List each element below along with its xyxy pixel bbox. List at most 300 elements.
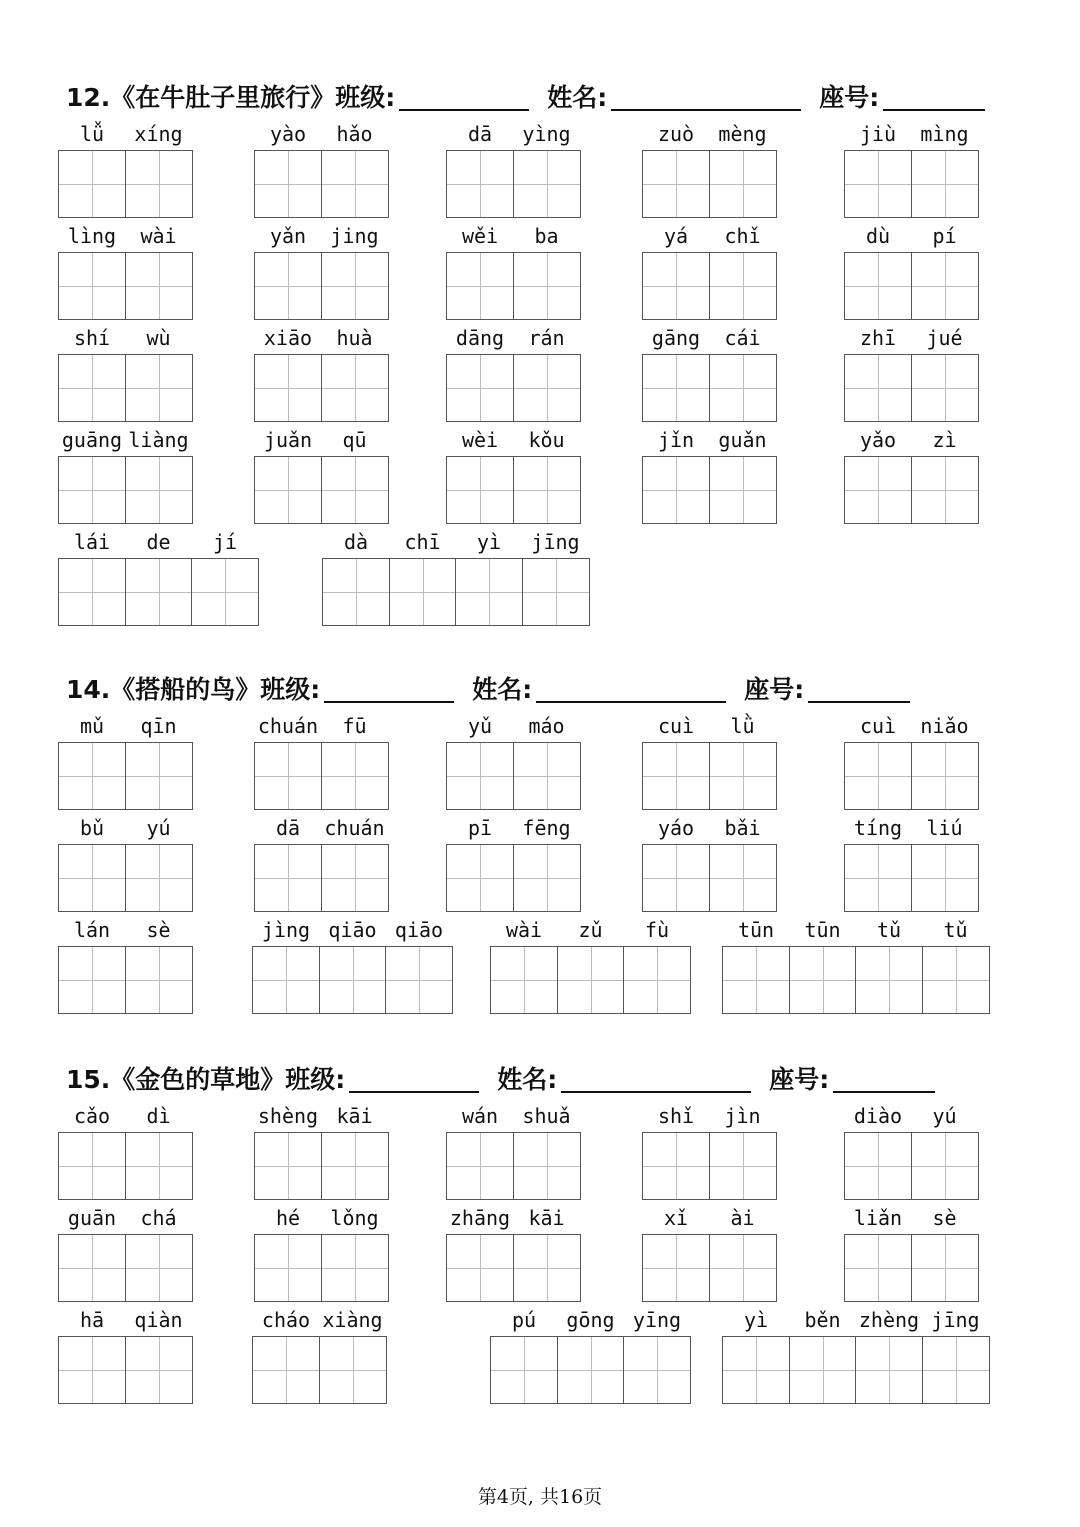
writing-grid [642,844,775,912]
seat-blank[interactable] [883,85,985,111]
tianzige-box[interactable] [513,1234,581,1302]
vocab-word [490,1308,692,1410]
tianzige-box[interactable] [513,456,581,524]
tianzige-box[interactable] [709,1132,777,1200]
lesson-title: 14.《搭船的鸟》 [66,675,261,704]
pinyin-line [490,1308,692,1334]
pinyin-line [642,428,777,454]
pinyin-syllable: tǔ [943,918,968,942]
writing-grid [254,1234,387,1302]
vocab-word [254,122,389,224]
word-row [58,1206,1018,1308]
pinyin-line [322,530,590,556]
vocab-word [642,122,777,224]
pinyin-syllable: kāi [528,1206,565,1230]
vocab-word [252,1308,387,1410]
tianzige-box[interactable] [191,558,259,626]
pinyin-syllable: kāi [336,1104,373,1128]
pinyin-syllable: chī [404,530,441,554]
tianzige-box[interactable] [125,1234,193,1302]
tianzige-box[interactable] [58,1132,126,1200]
pinyin-syllable: dù [865,224,891,248]
pinyin-syllable: guān [67,1206,117,1230]
tianzige-box[interactable] [722,1336,790,1404]
pinyin-syllable: cuì [657,714,695,738]
pinyin-syllable: hǎo [336,122,373,146]
pinyin-syllable: yǎo [859,428,897,452]
pinyin-line [642,1206,777,1232]
tianzige-box[interactable] [321,742,389,810]
tianzige-box[interactable] [58,456,126,524]
vocab-word [446,714,581,816]
tianzige-box[interactable] [844,1234,912,1302]
vocab-word [58,714,193,816]
writing-grid [58,742,191,810]
tianzige-box[interactable] [125,844,193,912]
pinyin-syllable: yáo [657,816,695,840]
tianzige-box[interactable] [125,1336,193,1404]
pinyin-syllable: yǔ [467,714,493,738]
vocab-word [254,428,389,530]
tianzige-box[interactable] [513,742,581,810]
tianzige-box[interactable] [125,456,193,524]
tianzige-box[interactable] [58,150,126,218]
tianzige-box[interactable] [125,558,193,626]
writing-grid [844,742,977,810]
tianzige-box[interactable] [911,354,979,422]
class-blank[interactable] [399,85,529,111]
pinyin-syllable: qiāo [328,918,377,942]
tianzige-box[interactable] [642,742,710,810]
pinyin-syllable: wù [146,326,171,350]
tianzige-box[interactable] [844,844,912,912]
section-header [66,80,1016,114]
tianzige-box[interactable] [709,456,777,524]
pinyin-syllable: pī [467,816,493,840]
tianzige-box[interactable] [321,1234,389,1302]
writing-grid [254,844,387,912]
pinyin-syllable: guāng [61,428,123,452]
vocab-word [58,1206,193,1308]
vocab-word [58,326,193,428]
pinyin-syllable: yǎn [269,224,307,248]
writing-grid [446,742,579,810]
tianzige-box[interactable] [642,354,710,422]
tianzige-box[interactable] [911,150,979,218]
tianzige-box[interactable] [513,844,581,912]
tianzige-box[interactable] [252,946,320,1014]
tianzige-box[interactable] [321,354,389,422]
tianzige-box[interactable] [642,252,710,320]
pinyin-syllable: hé [275,1206,301,1230]
pinyin-syllable: lán [73,918,111,942]
tianzige-box[interactable] [58,844,126,912]
pinyin-syllable: xiāo [263,326,313,350]
pinyin-syllable: zhèng [858,1308,920,1332]
pinyin-syllable: jing [330,224,379,248]
pinyin-line [446,1206,581,1232]
pinyin-line [722,918,990,944]
vocab-word [58,918,193,1020]
tianzige-box[interactable] [911,1234,979,1302]
pinyin-line [58,530,260,556]
pinyin-line [722,1308,990,1334]
writing-grid [642,252,775,320]
vocab-word [642,326,777,428]
seat-blank[interactable] [833,1067,935,1093]
pinyin-syllable: bǎi [724,816,761,840]
tianzige-box[interactable] [125,354,193,422]
pinyin-syllable: wài [140,224,177,248]
seat-label: 座号: [819,83,880,112]
tianzige-box[interactable] [254,456,322,524]
writing-grid [254,742,387,810]
tianzige-box[interactable] [58,252,126,320]
writing-grid [254,354,387,422]
pinyin-syllable: yú [932,1104,957,1128]
vocab-word [254,326,389,428]
vocab-word [446,816,581,918]
pinyin-syllable: sè [146,918,171,942]
word-row [58,530,1018,632]
tianzige-box[interactable] [455,558,523,626]
class-label: 班级: [335,83,396,112]
pinyin-line [254,1104,389,1130]
pinyin-syllable: fù [644,918,670,942]
seat-label: 座号: [769,1065,830,1094]
pinyin-syllable: jìng [261,918,311,942]
class-label: 班级: [285,1065,346,1094]
tianzige-box[interactable] [844,742,912,810]
pinyin-syllable: cái [724,326,761,350]
tianzige-box[interactable] [58,354,126,422]
name-label: 姓名: [547,83,608,112]
tianzige-box[interactable] [321,456,389,524]
pinyin-line [844,122,979,148]
word-row [58,714,1018,816]
tianzige-box[interactable] [58,558,126,626]
vocab-word [446,224,581,326]
pinyin-syllable: zhāng [449,1206,511,1230]
pinyin-syllable: lǒng [330,1206,379,1230]
tianzige-box[interactable] [709,742,777,810]
tianzige-box[interactable] [709,252,777,320]
vocab-word [844,224,979,326]
pinyin-syllable: jīng [931,1308,980,1332]
tianzige-box[interactable] [446,456,514,524]
vocab-word [446,122,581,224]
vocab-word [844,816,979,918]
pinyin-syllable: qīn [140,714,177,738]
writing-grid [642,1234,775,1302]
vocab-word [254,816,389,918]
pinyin-syllable: pú [511,1308,537,1332]
tianzige-box[interactable] [446,1234,514,1302]
pinyin-syllable: qū [342,428,367,452]
pinyin-syllable: chuán [257,714,319,738]
tianzige-box[interactable] [446,252,514,320]
pinyin-syllable: sè [932,1206,957,1230]
pinyin-syllable: tūn [804,918,841,942]
tianzige-box[interactable] [321,252,389,320]
tianzige-box[interactable] [911,844,979,912]
vocab-word [844,714,979,816]
name-blank[interactable] [561,1067,751,1093]
tianzige-box[interactable] [490,1336,558,1404]
name-blank[interactable] [611,85,801,111]
pinyin-syllable: chá [140,1206,177,1230]
name-label: 姓名: [472,675,533,704]
pinyin-line [446,122,581,148]
pinyin-syllable: wài [505,918,543,942]
tianzige-box[interactable] [844,354,912,422]
writing-grid [58,1336,191,1404]
section-header [66,672,1016,706]
class-blank[interactable] [324,677,454,703]
tianzige-box[interactable] [911,742,979,810]
pinyin-syllable: yìng [522,122,571,146]
pinyin-syllable: chǐ [724,224,761,248]
tianzige-box[interactable] [855,1336,923,1404]
vocab-word [642,224,777,326]
tianzige-box[interactable] [844,150,912,218]
pinyin-syllable: mèng [718,122,767,146]
tianzige-box[interactable] [321,1132,389,1200]
pinyin-line [844,1206,979,1232]
pinyin-line [490,918,692,944]
pinyin-line [844,224,979,250]
vocab-word [58,1308,193,1410]
tianzige-box[interactable] [321,844,389,912]
class-blank[interactable] [349,1067,479,1093]
tianzige-box[interactable] [522,558,590,626]
pinyin-line [844,326,979,352]
pinyin-line [254,714,389,740]
writing-grid [58,1132,191,1200]
tianzige-box[interactable] [125,252,193,320]
writing-grid [58,252,191,320]
pinyin-line [642,224,777,250]
tianzige-box[interactable] [855,946,923,1014]
name-blank[interactable] [536,677,726,703]
pinyin-syllable: lǚ [79,122,105,146]
vocab-word [446,1104,581,1206]
vocab-word [642,816,777,918]
tianzige-box[interactable] [446,1132,514,1200]
tianzige-box[interactable] [557,946,625,1014]
pinyin-syllable: xíng [134,122,183,146]
writing-grid [446,456,579,524]
pinyin-syllable: dā [275,816,301,840]
tianzige-box[interactable] [254,150,322,218]
tianzige-box[interactable] [319,946,387,1014]
tianzige-box[interactable] [557,1336,625,1404]
tianzige-box[interactable] [642,1132,710,1200]
writing-grid [252,946,452,1014]
pinyin-line [58,122,193,148]
pinyin-syllable: shèng [257,1104,319,1128]
tianzige-box[interactable] [446,742,514,810]
pinyin-syllable: fēng [522,816,571,840]
tianzige-box[interactable] [490,946,558,1014]
pinyin-syllable: zuò [657,122,695,146]
tianzige-box[interactable] [322,558,390,626]
tianzige-box[interactable] [125,742,193,810]
tianzige-box[interactable] [623,946,691,1014]
tianzige-box[interactable] [446,354,514,422]
vocab-word [722,1308,990,1410]
tianzige-box[interactable] [125,150,193,218]
pinyin-line [58,1206,193,1232]
vocab-word [58,530,260,632]
tianzige-box[interactable] [254,1132,322,1200]
writing-grid [642,354,775,422]
lesson-title: 15.《金色的草地》 [66,1065,286,1094]
tianzige-box[interactable] [125,946,193,1014]
writing-grid [446,354,579,422]
pinyin-line [642,122,777,148]
pinyin-syllable: mǔ [79,714,105,738]
writing-grid [844,252,977,320]
tianzige-box[interactable] [911,252,979,320]
writing-grid [58,558,258,626]
pinyin-syllable: jí [212,530,238,554]
pinyin-syllable: lìng [67,224,117,248]
pinyin-line [58,224,193,250]
pinyin-syllable: jìn [724,1104,761,1128]
pinyin-line [254,428,389,454]
tianzige-box[interactable] [844,252,912,320]
tianzige-box[interactable] [58,946,126,1014]
pinyin-syllable: zhī [859,326,897,350]
tianzige-box[interactable] [58,1234,126,1302]
vocab-word [322,530,590,632]
tianzige-box[interactable] [513,150,581,218]
vocab-word [58,224,193,326]
tianzige-box[interactable] [446,150,514,218]
pinyin-syllable: yì [743,1308,769,1332]
pinyin-syllable: rán [528,326,565,350]
tianzige-box[interactable] [642,150,710,218]
writing-grid [254,1132,387,1200]
vocab-word [844,1206,979,1308]
pinyin-syllable: jīng [531,530,580,554]
tianzige-box[interactable] [911,1132,979,1200]
pinyin-syllable: dà [343,530,369,554]
tianzige-box[interactable] [911,456,979,524]
writing-grid [254,252,387,320]
vocab-word [844,428,979,530]
tianzige-box[interactable] [789,1336,857,1404]
writing-grid [254,150,387,218]
tianzige-box[interactable] [446,844,514,912]
pinyin-syllable: de [146,530,171,554]
pinyin-syllable: cháo [261,1308,311,1332]
tianzige-box[interactable] [58,742,126,810]
tianzige-box[interactable] [252,1336,320,1404]
pinyin-line [642,816,777,842]
pinyin-syllable: dì [146,1104,171,1128]
pinyin-line [844,816,979,842]
pinyin-syllable: lái [73,530,111,554]
pinyin-line [58,1104,193,1130]
pinyin-syllable: bǔ [79,816,105,840]
tianzige-box[interactable] [844,456,912,524]
tianzige-box[interactable] [709,844,777,912]
writing-grid [58,1234,191,1302]
tianzige-box[interactable] [623,1336,691,1404]
pinyin-syllable: wán [461,1104,499,1128]
tianzige-box[interactable] [254,742,322,810]
tianzige-box[interactable] [319,1336,387,1404]
tianzige-box[interactable] [513,252,581,320]
seat-blank[interactable] [808,677,910,703]
tianzige-box[interactable] [513,354,581,422]
writing-grid [58,456,191,524]
pinyin-line [254,816,389,842]
pinyin-syllable: guǎn [718,428,767,452]
writing-grid [844,354,977,422]
word-row [58,428,1018,530]
tianzige-box[interactable] [922,946,990,1014]
pinyin-line [254,224,389,250]
writing-grid [58,354,191,422]
section-header [66,1062,1016,1096]
writing-grid [490,946,690,1014]
tianzige-box[interactable] [389,558,457,626]
pinyin-line [254,326,389,352]
pinyin-syllable: wèi [461,428,499,452]
vocab-word [58,1104,193,1206]
pinyin-syllable: wěi [461,224,499,248]
pinyin-syllable: gāng [651,326,701,350]
tianzige-box[interactable] [709,1234,777,1302]
tianzige-box[interactable] [321,150,389,218]
pinyin-syllable: jǐn [657,428,695,452]
tianzige-box[interactable] [709,150,777,218]
tianzige-box[interactable] [722,946,790,1014]
tianzige-box[interactable] [844,1132,912,1200]
pinyin-line [446,1104,581,1130]
pinyin-syllable: tūn [737,918,775,942]
tianzige-box[interactable] [513,1132,581,1200]
tianzige-box[interactable] [385,946,453,1014]
tianzige-box[interactable] [642,1234,710,1302]
tianzige-box[interactable] [789,946,857,1014]
pinyin-syllable: mìng [920,122,969,146]
vocab-word [642,1206,777,1308]
pinyin-syllable: yào [269,122,307,146]
tianzige-box[interactable] [642,456,710,524]
tianzige-box[interactable] [922,1336,990,1404]
pinyin-syllable: zǔ [578,918,603,942]
tianzige-box[interactable] [254,1234,322,1302]
vocab-word [58,428,193,530]
pinyin-syllable: qiāo [394,918,444,942]
tianzige-box[interactable] [254,252,322,320]
tianzige-box[interactable] [642,844,710,912]
writing-grid [642,742,775,810]
writing-grid [844,150,977,218]
pinyin-syllable: yīng [632,1308,682,1332]
tianzige-box[interactable] [254,354,322,422]
tianzige-box[interactable] [709,354,777,422]
tianzige-box[interactable] [125,1132,193,1200]
tianzige-box[interactable] [58,1336,126,1404]
pinyin-line [252,1308,387,1334]
writing-grid [722,946,988,1014]
tianzige-box[interactable] [254,844,322,912]
